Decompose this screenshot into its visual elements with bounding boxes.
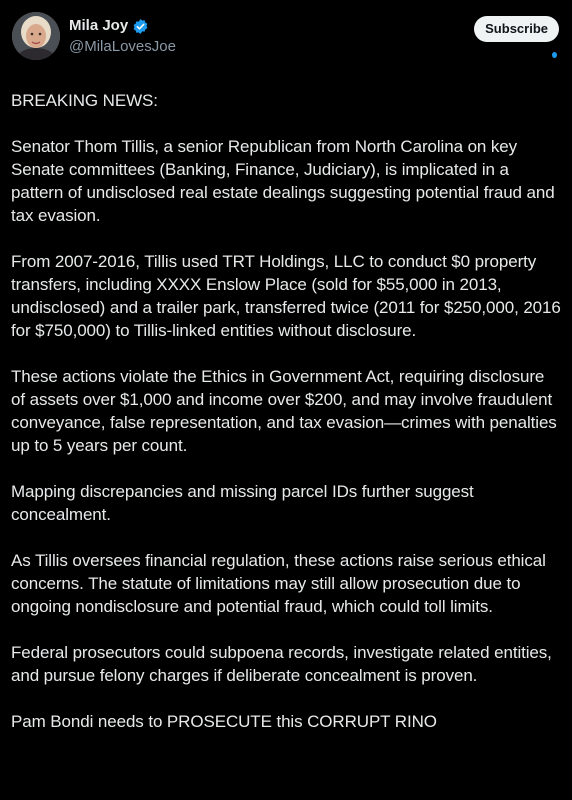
verified-badge-icon[interactable]: [132, 18, 149, 35]
user-info: [69, 16, 176, 57]
user-handle[interactable]: @MilaLovesJoe: [69, 38, 176, 55]
display-name-row: [69, 16, 176, 36]
subscribe-button[interactable]: Subscribe: [474, 16, 559, 42]
tweet-paragraph: From 2007-2016, Tillis used TRT Holdings, LLC to conduct $0 property transfers, including XXXX Enslow Place (sold for $55,000 in 2013, undisclosed) and a trailer park, transferred twice (2011 for $250,000, 2016 for $750,000) to Tillis-linked entities without disclosure.: [11, 252, 561, 340]
tweet-paragraph: These actions violate the Ethics in Government Act, requiring disclosure of assets over $1,000 and income over $200, and may involve fraudulent conveyance, false representation, and tax evasion—crimes with penalties up to 5 years per count.: [11, 367, 557, 455]
tweet-paragraph: As Tillis oversees financial regulation, these actions raise serious ethical concerns. The statute of limitations may still allow prosecution due to ongoing nondisclosure and potential fraud, which could toll limits.: [11, 551, 546, 616]
tweet-paragraph: Federal prosecutors could subpoena records, investigate related entities, and pursue felony charges if deliberate concealment is proven.: [11, 643, 552, 685]
notification-dot-icon: [552, 52, 557, 58]
display-name[interactable]: Mila Joy: [69, 17, 129, 34]
avatar[interactable]: [12, 12, 60, 60]
tweet-text: [11, 89, 561, 733]
tweet-header: [12, 12, 560, 64]
tweet-paragraph: Pam Bondi needs to PROSECUTE this CORRUPT RINO: [11, 712, 437, 731]
tweet-paragraph: BREAKING NEWS:: [11, 91, 158, 110]
tweet-paragraph: Senator Thom Tillis, a senior Republican from North Carolina on key Senate committees (Banking, Finance, Judiciary), is implicated in a pattern of undisclosed real estate dealings suggesting potential fraud and tax evasion.: [11, 137, 555, 225]
tweet-paragraph: Mapping discrepancies and missing parcel IDs further suggest concealment.: [11, 482, 474, 524]
